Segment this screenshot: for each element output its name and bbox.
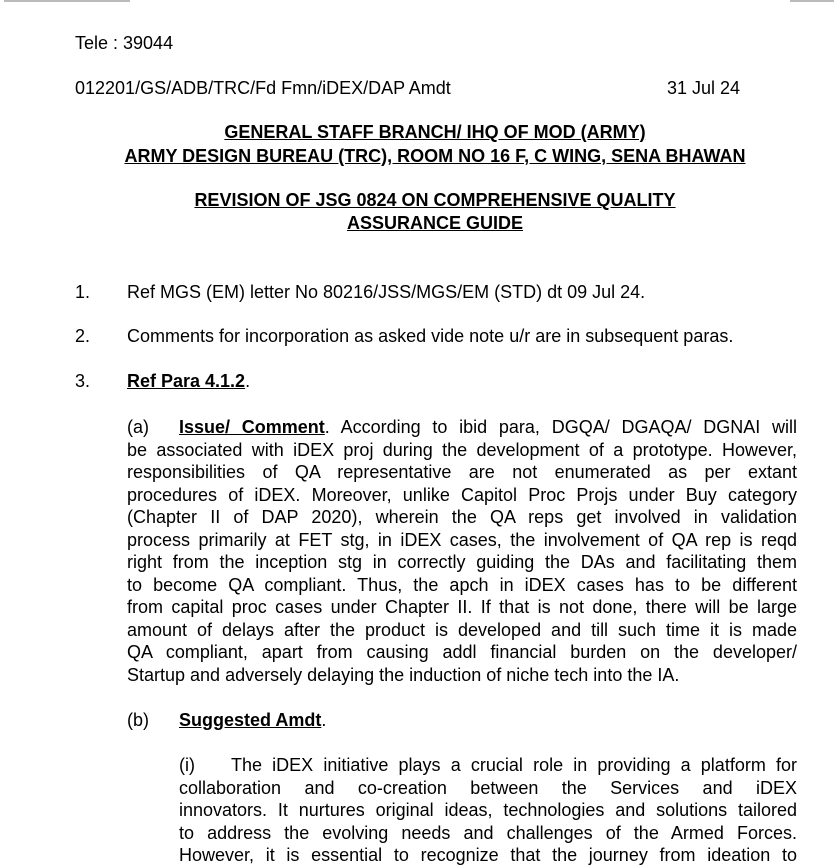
para-3-heading: Ref Para 4.1.2: [127, 371, 246, 391]
sub-b-i-label: (i): [179, 755, 195, 775]
body-line: responsibilities of QA representative are not enumerated as per extant: [127, 462, 797, 482]
body-line: collaboration and co-creation between the Services and iDEX: [179, 777, 797, 798]
sub-a-label: (a): [127, 417, 149, 437]
para-1-number: 1.: [75, 282, 91, 302]
org-line-2: ARMY DESIGN BUREAU (TRC), ROOM NO 16 F, C WING, SENA BHAWAN: [124, 146, 746, 166]
body-line: amount of delays after the product is developed and till such time it is made: [127, 619, 797, 640]
body-line: right from the inception stg in correctly guiding the DAs and facilitating them: [127, 552, 797, 572]
page-top-edge: [0, 0, 838, 4]
org-line-1: GENERAL STAFF BRANCH/ IHQ OF MOD (ARMY): [224, 122, 646, 142]
body-line: innovators. It nurtures original ideas, technologies and solutions tailored: [179, 800, 797, 820]
body-line: to become QA compliant. Thus, the apch in iDEX cases has to be different: [127, 574, 797, 595]
cropped-header-text-left: [4, 0, 130, 2]
sub-b-heading-line: [179, 709, 326, 731]
sub-b-heading: Suggested Amdt: [179, 710, 322, 730]
sub-b-i-first-line: The iDEX initiative plays a crucial role in providing a platform for: [231, 755, 797, 775]
para-1-text: Ref MGS (EM) letter No 80216/JSS/MGS/EM (STD) dt 09 Jul 24.: [127, 282, 646, 302]
body-line: (Chapter II of DAP 2020), wherein the QA reps get involved in validation: [127, 507, 797, 527]
body-line: from capital proc cases under Chapter II. If that is not done, there will be large: [127, 597, 797, 617]
body-line: procedures of iDEX. Moreover, unlike Capitol Proc Projs under Buy category: [127, 484, 797, 505]
tele-number: Tele : 39044: [75, 33, 174, 53]
subject-line-1: REVISION OF JSG 0824 ON COMPREHENSIVE QUALITY: [194, 190, 676, 210]
sub-b-heading-stop: .: [321, 710, 327, 730]
para-3-heading-line: [127, 370, 250, 392]
body-line: process primarily at FET stg, in iDEX cases, the involvement of QA rep is reqd: [127, 529, 797, 550]
para-3-heading-stop: .: [245, 371, 251, 391]
sub-a-first-line-text: . According to ibid para, DGQA/ DGAQA/ DGNAI will: [324, 417, 797, 437]
sub-a-heading: Issue/ Comment: [179, 417, 325, 437]
para-2-text: Comments for incorporation as asked vide note u/r are in subsequent paras.: [127, 326, 734, 346]
body-line: be associated with iDEX proj during the development of a prototype. However,: [127, 439, 797, 460]
body-line: to address the evolving needs and challenges of the Armed Forces.: [179, 822, 797, 843]
file-number: 012201/GS/ADB/TRC/Fd Fmn/iDEX/DAP Amdt: [75, 78, 451, 98]
para-2-number: 2.: [75, 326, 91, 346]
letter-date: 31 Jul 24: [667, 78, 741, 98]
sub-a-first-line: [179, 416, 797, 438]
para-3-number: 3.: [75, 371, 91, 391]
cropped-header-text-right: [790, 0, 834, 2]
body-line: QA compliant, apart from causing addl financial burden on the developer/: [127, 642, 797, 662]
body-line: However, it is essential to recognize that the journey from ideation to: [179, 845, 797, 865]
sub-b-label: (b): [127, 710, 149, 730]
body-line: Startup and adversely delaying the induction of niche tech into the IA.: [127, 664, 680, 685]
subject-line-2: ASSURANCE GUIDE: [346, 213, 524, 233]
